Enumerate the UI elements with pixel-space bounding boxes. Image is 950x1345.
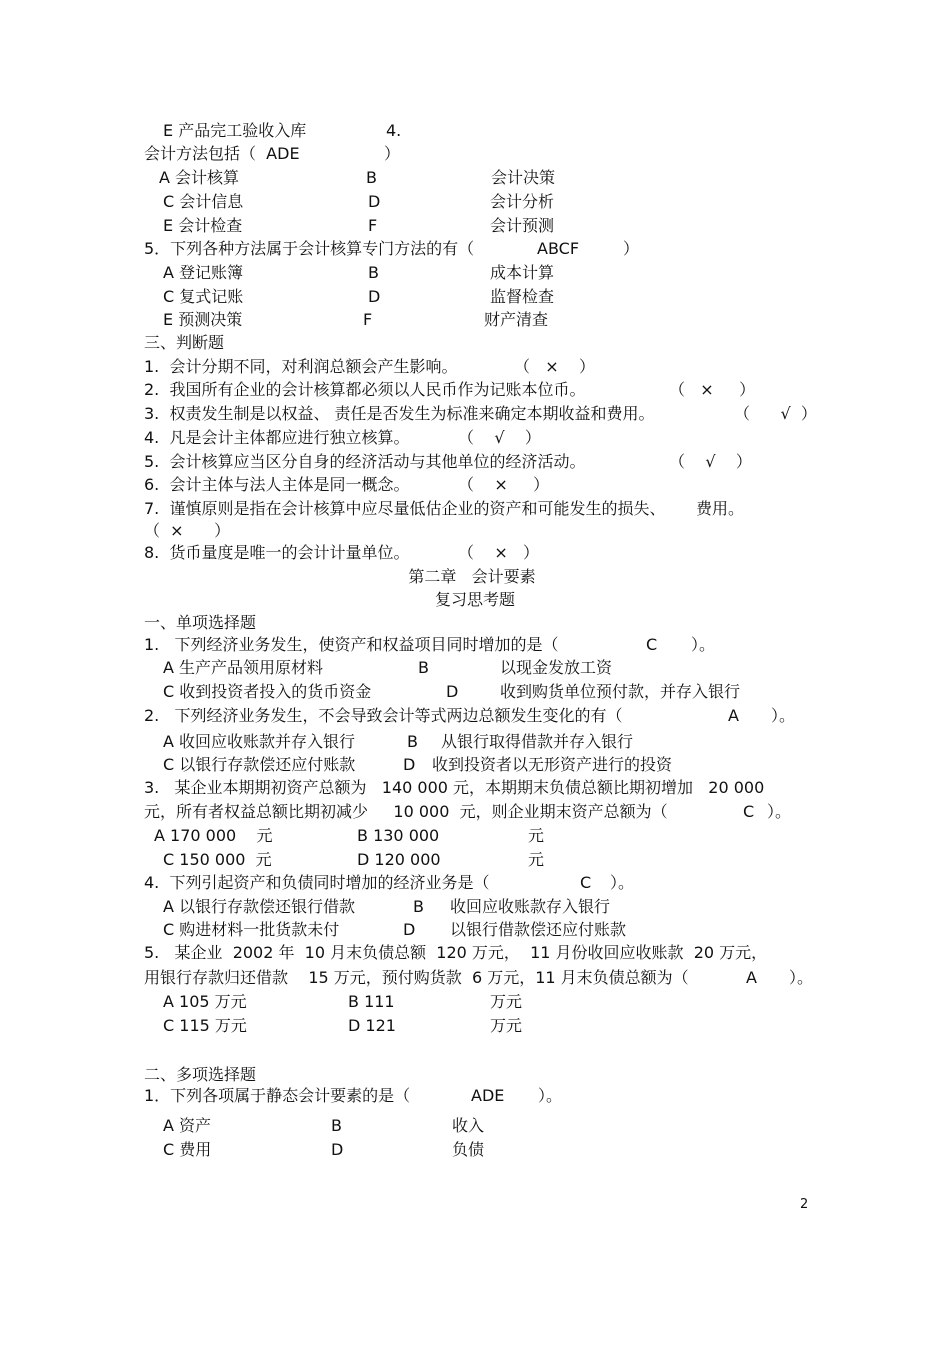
option-left: A 以银行存款偿还银行借款	[163, 897, 356, 916]
option-left: A 会计核算	[159, 168, 240, 187]
judgement-item	[144, 357, 596, 377]
option-mid: D 121	[348, 1016, 396, 1035]
judgement-item	[144, 499, 744, 519]
option-mid: F	[368, 216, 378, 235]
item-text: 5. 会计核算应当区分自身的经济活动与其他单位的经济活动。	[144, 452, 586, 471]
question-close: ）。	[767, 802, 792, 821]
option-right: 元	[528, 850, 545, 869]
option-left: A 170 000 元	[154, 826, 273, 845]
option-mid: D	[403, 920, 416, 939]
item-text: 6. 会计主体与法人主体是同一概念。	[144, 475, 410, 494]
item-mark: （ × ）	[514, 357, 596, 376]
judgement-item-mark-wrap: （ × ）	[144, 521, 231, 540]
option-mid: D	[446, 682, 459, 701]
item-mark: （ × ）	[458, 475, 550, 494]
item-mark: （ × ）	[669, 380, 756, 399]
judgement-item	[144, 543, 540, 563]
option-right: 会计预测	[490, 216, 555, 235]
option-mid: B	[407, 732, 418, 751]
chapter-title	[0, 567, 950, 587]
page-number: 2	[800, 1197, 809, 1212]
question-close: ）。	[538, 1086, 563, 1105]
option-left: C 115 万元	[163, 1016, 247, 1035]
option-mid: F	[363, 310, 373, 329]
option-right: 收到投资者以无形资产进行的投资	[432, 755, 673, 774]
section-heading-multi-choice: 二、多项选择题	[144, 1065, 257, 1084]
option-left: E 预测决策	[163, 310, 243, 329]
answer: ABCF	[537, 239, 580, 258]
judgement-item	[144, 428, 541, 448]
judgement-item	[144, 380, 756, 400]
question-close: ）。	[771, 706, 796, 725]
option-right: 以银行借款偿还应付账款	[450, 920, 627, 939]
option-left: C 以银行存款偿还应付账款	[163, 755, 356, 774]
option-right: 元	[528, 826, 545, 845]
question-text: 1．下列各项属于静态会计要素的是（	[144, 1086, 411, 1105]
option-left: C 复式记账	[163, 287, 244, 306]
option-right: 负债	[452, 1140, 485, 1159]
option-left: C 150 000 元	[163, 850, 272, 869]
option-mid: B 130 000	[357, 826, 440, 845]
item-text: 1. 会计分期不同，对利润总额会产生影响。	[144, 357, 458, 376]
answer: C	[743, 802, 755, 821]
option-right: 成本计算	[490, 263, 555, 282]
question-close: ）。	[789, 968, 814, 987]
prev-option-e: E 产品完工验收入库	[163, 121, 307, 140]
option-right: 万元	[490, 992, 523, 1011]
option-left: A 登记账簿	[163, 263, 244, 282]
option-mid: D	[331, 1140, 344, 1159]
option-right: 从银行取得借款并存入银行	[441, 732, 634, 751]
chapter-subtitle	[0, 590, 950, 610]
answer: A	[728, 706, 739, 725]
answer: C	[646, 635, 658, 654]
option-mid: B	[413, 897, 424, 916]
chapter-title-text: 第二章 会计要素	[408, 567, 536, 586]
question-close: ）。	[610, 873, 635, 892]
option-mid: B	[368, 263, 379, 282]
question-text: 2. 下列经济业务发生，不会导致会计等式两边总额发生变化的有（	[144, 706, 623, 725]
chapter-subtitle-text: 复习思考题	[434, 590, 515, 609]
question-number: 4.	[386, 121, 402, 140]
answer: ADE	[471, 1086, 505, 1105]
option-left: A 105 万元	[163, 992, 247, 1011]
question-close: ）	[384, 144, 401, 163]
judgement-item	[144, 452, 752, 472]
item-text: 3. 权责发生制是以权益、 责任是否发生为标准来确定本期收益和费用。	[144, 404, 655, 423]
option-mid: D 120 000	[357, 850, 441, 869]
answer: A	[746, 968, 757, 987]
option-right: 会计决策	[491, 168, 556, 187]
option-left: A 收回应收账款并存入银行	[163, 732, 356, 751]
question-close: ）。	[691, 635, 716, 654]
question-text: 5. 某企业 2002 年 10 月末负债总额 120 万元， 11 月份收回应收账款 20 万元，	[144, 943, 768, 962]
option-left: C 费用	[163, 1140, 212, 1159]
item-text: 2. 我国所有企业的会计核算都必须以人民币作为记账本位币。	[144, 380, 586, 399]
item-mark: （ √ ）	[458, 428, 541, 447]
section-heading-single-choice: 一、单项选择题	[144, 613, 257, 632]
option-left: C 会计信息	[163, 192, 244, 211]
item-text: 8. 货币量度是唯一的会计计量单位。	[144, 543, 410, 562]
question-text: 用银行存款归还借款 15 万元，预付购货款 6 万元，11 月末负债总额为（	[144, 968, 689, 987]
judgement-item	[144, 404, 817, 424]
item-mark: （ √ ）	[734, 404, 817, 423]
item-mark: （ √ ）	[669, 452, 752, 471]
option-left: C 收到投资者投入的货币资金	[163, 682, 372, 701]
option-left: C 购进材料一批货款未付	[163, 920, 340, 939]
option-mid: D	[403, 755, 416, 774]
question-text: 4. 下列引起资产和负债同时增加的经济业务是（	[144, 873, 490, 892]
item-text: 4. 凡是会计主体都应进行独立核算。	[144, 428, 410, 447]
question-text: 会计方法包括（ ADE	[144, 144, 300, 163]
judgement-item	[144, 475, 550, 495]
option-mid: D	[368, 192, 381, 211]
option-right: 收入	[452, 1116, 485, 1135]
question-text: 3. 某企业本期期初资产总额为 140 000 元，本期期末负债总额比期初增加 20 000	[144, 778, 765, 797]
option-right: 收回应收账款存入银行	[450, 897, 611, 916]
answer: C	[580, 873, 592, 892]
option-left: A 资产	[163, 1116, 212, 1135]
option-right: 监督检查	[490, 287, 555, 306]
option-mid: B	[366, 168, 377, 187]
option-mid: B	[331, 1116, 342, 1135]
option-mid: B	[418, 658, 429, 677]
option-left: E 会计检查	[163, 216, 243, 235]
section-heading-judgement: 三、判断题	[144, 333, 225, 352]
option-right: 收到购货单位预付款，并存入银行	[500, 682, 741, 701]
option-left: A 生产产品领用原材料	[163, 658, 324, 677]
item-mark: （ × ）	[458, 543, 540, 562]
question-text: 5．下列各种方法属于会计核算专门方法的有（	[144, 239, 475, 258]
item-text: 7. 谨慎原则是指在会计核算中应尽量低估企业的资产和可能发生的损失、 费用。	[144, 499, 744, 518]
question-close: ）	[623, 239, 640, 258]
option-mid: D	[368, 287, 381, 306]
option-mid: B 111	[348, 992, 395, 1011]
option-right: 以现金发放工资	[500, 658, 613, 677]
question-text: 1. 下列经济业务发生，使资产和权益项目同时增加的是（	[144, 635, 559, 654]
option-right: 财产清查	[484, 310, 549, 329]
option-right: 会计分析	[490, 192, 555, 211]
option-right: 万元	[490, 1016, 523, 1035]
question-text: 元，所有者权益总额比期初减少 10 000 元，则企业期末资产总额为（	[144, 802, 668, 821]
